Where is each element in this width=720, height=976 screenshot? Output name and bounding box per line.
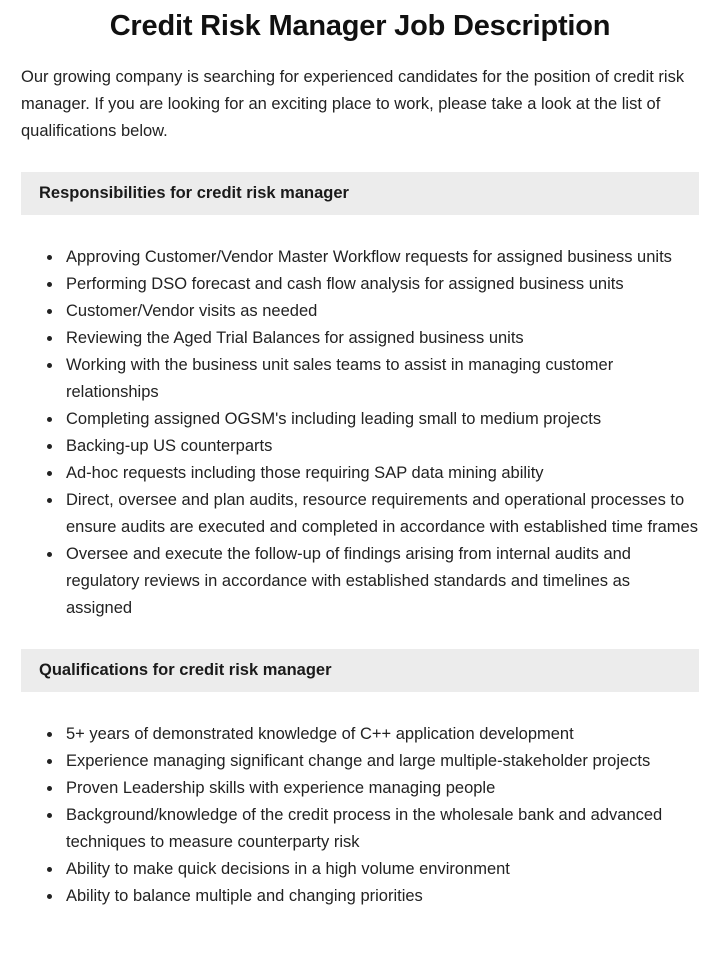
list-item: • Proven Leadership skills with experience managing people bbox=[63, 775, 699, 802]
qualifications-heading: Qualifications for credit risk manager bbox=[39, 661, 332, 680]
list-item: • Reviewing the Aged Trial Balances for assigned business units bbox=[63, 325, 699, 352]
list-item: • Ability to make quick decisions in a high volume environment bbox=[63, 856, 699, 883]
list-item: • Backing-up US counterparts bbox=[63, 433, 699, 460]
responsibilities-heading: Responsibilities for credit risk manager bbox=[39, 184, 349, 203]
list-item: • Customer/Vendor visits as needed bbox=[63, 298, 699, 325]
responsibilities-list bbox=[21, 244, 699, 622]
list-item: • 5+ years of demonstrated knowledge of C++ application development bbox=[63, 721, 699, 748]
list-item: • Direct, oversee and plan audits, resource requirements and operational processes to ensure audits are executed and completed in accordance with established time frames bbox=[63, 487, 699, 541]
section-header-responsibilities bbox=[21, 172, 699, 215]
list-item: • Background/knowledge of the credit process in the wholesale bank and advanced techniques to measure counterparty risk bbox=[63, 802, 699, 856]
list-item: • Experience managing significant change and large multiple-stakeholder projects bbox=[63, 748, 699, 775]
list-item: • Ad-hoc requests including those requiring SAP data mining ability bbox=[63, 460, 699, 487]
page-title: Credit Risk Manager Job Description bbox=[109, 10, 611, 42]
list-item: • Working with the business unit sales teams to assist in managing customer relationships bbox=[63, 352, 699, 406]
list-item: • Completing assigned OGSM's including leading small to medium projects bbox=[63, 406, 699, 433]
list-item: • Performing DSO forecast and cash flow analysis for assigned business units bbox=[63, 271, 699, 298]
list-item: • Oversee and execute the follow-up of findings arising from internal audits and regulatory reviews in accordance with established standards and timelines as assigned bbox=[63, 541, 699, 622]
list-item: • Ability to balance multiple and changing priorities bbox=[63, 883, 699, 910]
list-item: • Approving Customer/Vendor Master Workflow requests for assigned business units bbox=[63, 244, 699, 271]
section-header-qualifications bbox=[21, 649, 699, 692]
qualifications-list bbox=[21, 721, 699, 910]
intro-paragraph: Our growing company is searching for experienced candidates for the position of credit risk manager. If you are looking for an exciting place to work, please take a look at the list of qualifications below. bbox=[21, 68, 685, 141]
